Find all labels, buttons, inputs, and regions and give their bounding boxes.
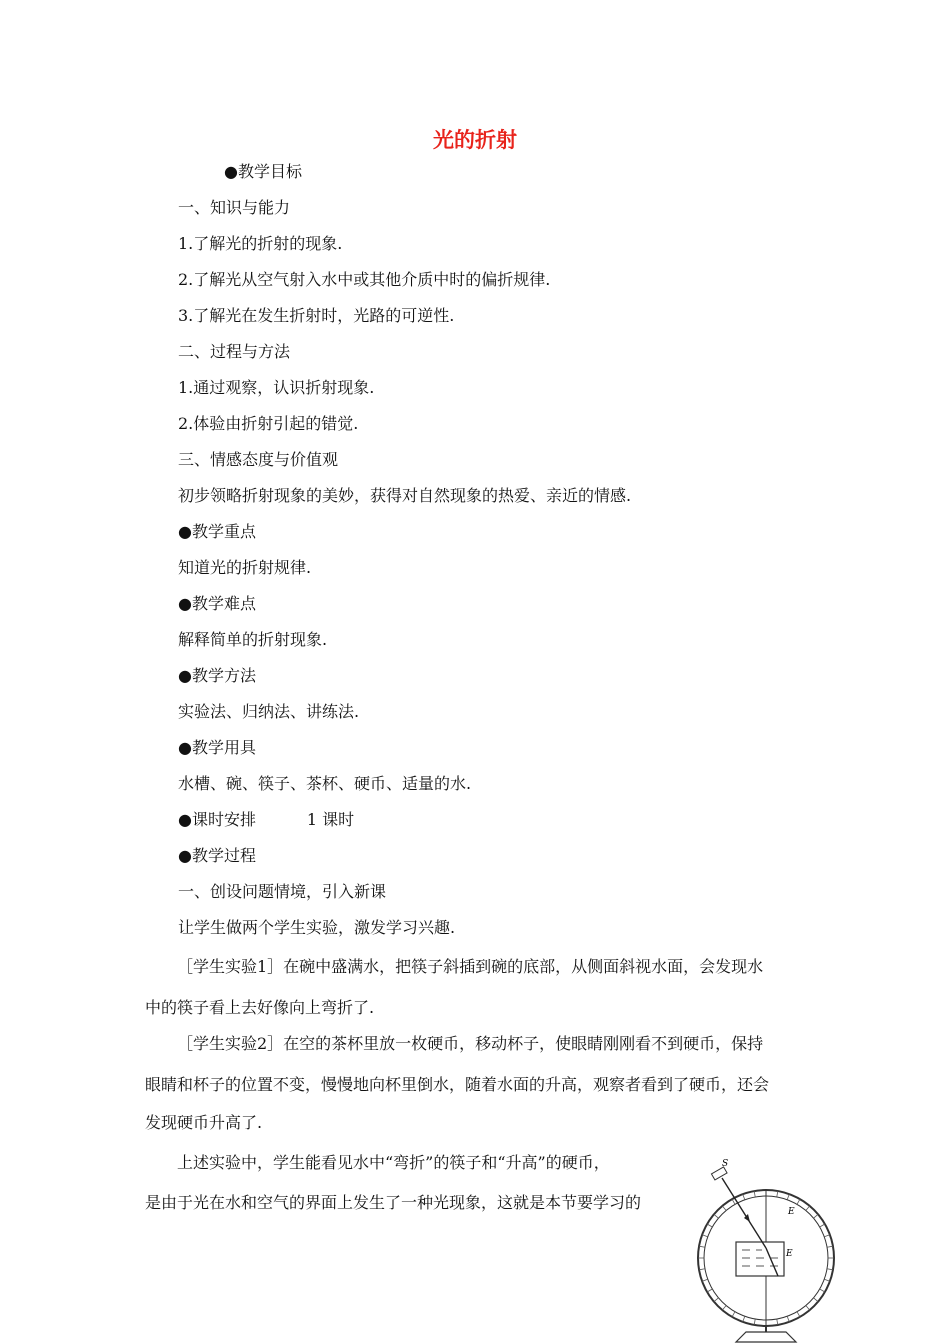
subheading-knowledge: 一、知识与能力 bbox=[178, 198, 291, 217]
subheading-attitude: 三、情感态度与价值观 bbox=[178, 450, 339, 469]
list-item: 知道光的折射规律. bbox=[178, 558, 312, 577]
figure-label-s: S bbox=[722, 1159, 729, 1169]
list-item: 解释简单的折射现象. bbox=[178, 630, 328, 649]
subheading-process: 二、过程与方法 bbox=[178, 342, 291, 361]
list-item: 2.了解光从空气射入水中或其他介质中时的偏折规律. bbox=[178, 270, 551, 289]
paragraph-line: 中的筷子看上去好像向上弯折了. bbox=[145, 998, 375, 1017]
refraction-apparatus-figure bbox=[690, 1148, 840, 1344]
list-item: 让学生做两个学生实验，激发学习兴趣. bbox=[178, 918, 456, 937]
section-heading-methods: ●教学方法 bbox=[178, 666, 256, 685]
list-item: 实验法、归纳法、讲练法. bbox=[178, 702, 360, 721]
section-heading-process: ●教学过程 bbox=[178, 846, 256, 865]
list-item: 1.了解光的折射的现象. bbox=[178, 234, 343, 253]
list-item: 初步领略折射现象的美妙，获得对自然现象的热爱、亲近的情感. bbox=[178, 486, 632, 505]
section-heading-goals: ●教学目标 bbox=[224, 162, 302, 181]
figure-label-e-upper: E bbox=[788, 1207, 795, 1217]
figure-label-e-lower: E bbox=[786, 1249, 793, 1259]
list-item: 2.体验由折射引起的错觉. bbox=[178, 414, 359, 433]
paragraph-line: ［学生实验2］在空的茶杯里放一枚硬币，移动杯子，使眼睛刚刚看不到硬币，保持 bbox=[177, 1034, 764, 1053]
section-heading-difficulties: ●教学难点 bbox=[178, 594, 256, 613]
section-heading-tools: ●教学用具 bbox=[178, 738, 256, 757]
section-heading-schedule: ●课时安排 1 课时 bbox=[178, 810, 355, 829]
paragraph-line: 是由于光在水和空气的界面上发生了一种光现象，这就是本节要学习的 bbox=[145, 1193, 642, 1212]
paragraph-line: 眼睛和杯子的位置不变，慢慢地向杯里倒水，随着水面的升高，观察者看到了硬币，还会 bbox=[145, 1075, 770, 1094]
list-item: 3.了解光在发生折射时，光路的可逆性. bbox=[178, 306, 455, 325]
list-item: 1.通过观察，认识折射现象. bbox=[178, 378, 375, 397]
page-title: 光的折射 bbox=[433, 128, 517, 152]
paragraph-line: ［学生实验1］在碗中盛满水，把筷子斜插到碗的底部，从侧面斜视水面，会发现水 bbox=[177, 957, 764, 976]
subheading-intro: 一、创设问题情境，引入新课 bbox=[178, 882, 387, 901]
section-heading-key-points: ●教学重点 bbox=[178, 522, 256, 541]
list-item: 水槽、碗、筷子、茶杯、硬币、适量的水. bbox=[178, 774, 472, 793]
paragraph-line: 上述实验中，学生能看见水中“弯折”的筷子和“升高”的硬币， bbox=[177, 1153, 610, 1172]
paragraph-line: 发现硬币升高了. bbox=[145, 1113, 263, 1132]
